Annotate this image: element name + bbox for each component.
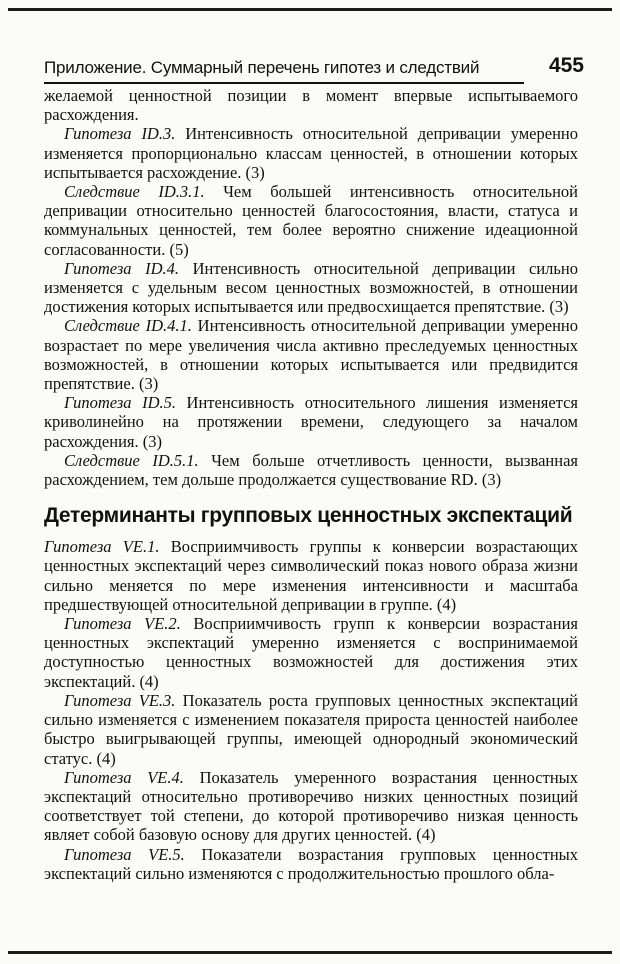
hypothesis-id5 <box>44 393 578 451</box>
corollary-id3-1 <box>44 182 578 259</box>
hypothesis-label: Гипотеза VE.5. <box>64 844 185 864</box>
hypothesis-label: Гипотеза VE.3. <box>64 690 176 710</box>
hypothesis-label: Гипотеза VE.2. <box>64 614 181 634</box>
hypothesis-text: Интенсивность относительной депривации сильно изменяется с удельным весом ценностных возможностей, в отношении достижения которых испытывается или предвосхищается препятствие. (3) <box>44 258 578 317</box>
hypothesis-text: Показатели возрастания групповых ценностных экспектаций сильно изменяются с продолжительностью прошлого обла- <box>44 844 578 883</box>
section-heading: Детерминанты групповых ценностных экспектаций <box>44 504 573 528</box>
corollary-label: Следствие ID.4.1. <box>64 316 192 336</box>
top-border-rule <box>8 8 612 11</box>
hypothesis-text: Интенсивность относительной депривации умеренно изменяется пропорционально классам ценностей, в отношении которых испытывается расхождение. (3) <box>44 124 578 182</box>
hypothesis-label: Гипотеза ID.5. <box>64 393 176 413</box>
paragraph-continuation <box>44 86 578 124</box>
corollary-text: Интенсивность относительной депривации умеренно возрастает по мере увеличения числа активно преследуемых ценностных возможностей, в отношении которых испытывается или предвидится препятствие. (3) <box>44 316 578 394</box>
corollary-label: Следствие ID.5.1. <box>64 450 199 470</box>
paragraph-text: желаемой ценностной позиции в момент впервые испытываемого расхождения. <box>44 86 578 125</box>
hypothesis-ve1 <box>44 537 578 614</box>
page-body <box>44 86 578 883</box>
page-number: 455 <box>548 54 584 77</box>
corollary-text: Чем больше отчетливость ценности, вызванная расхождением, тем дольше продолжается существование RD. (3) <box>44 450 578 490</box>
hypothesis-label: Гипотеза ID.3. <box>64 124 176 144</box>
running-title: Приложение. Суммарный перечень гипотез и следствий <box>44 58 524 84</box>
hypothesis-text: Показатель умеренного возрастания ценностных экспектаций относительно противоречиво низких ценностных позиций соответствует той степени, до которой противоречиво низкая ценность являет собой базовую основу для других ценностей. (4) <box>44 767 578 845</box>
hypothesis-label: Гипотеза ID.4. <box>64 258 180 278</box>
bottom-border-rule <box>8 951 612 954</box>
corollary-id5-1 <box>44 451 578 489</box>
corollary-label: Следствие ID.3.1. <box>64 182 205 202</box>
hypothesis-id4 <box>44 259 578 317</box>
hypothesis-text: Восприимчивость групп к конверсии возрастания ценностных экспектаций умеренно изменяется с воспринимаемой доступностью ценностных возможностей для достижения этих экспектаций. (4) <box>44 614 578 691</box>
hypothesis-id3 <box>44 124 578 182</box>
hypothesis-text: Интенсивность относительного лишения изменяется криволинейно на протяжении времени, следующего за началом расхождения. (3) <box>44 393 578 451</box>
hypothesis-ve2 <box>44 614 578 691</box>
hypothesis-label: Гипотеза VE.4. <box>64 767 184 787</box>
page-header <box>44 54 584 84</box>
corollary-text: Чем большей интенсивность относительной депривации относительно ценностей благосостояния, власти, статуса и коммунальных ценностей, тем более вероятно снижение идеационной согласованности. (5) <box>44 182 578 259</box>
hypothesis-ve5 <box>44 845 578 883</box>
hypothesis-ve3 <box>44 691 578 768</box>
corollary-id4-1 <box>44 316 578 393</box>
hypothesis-label: Гипотеза VE.1. <box>44 537 160 557</box>
hypothesis-ve4 <box>44 768 578 845</box>
hypothesis-text: Восприимчивость группы к конверсии возрастающих ценностных экспектаций через символический показ нового образа жизни сильно меняется по мере изменения интенсивности и масштаба предшествующей относительной депривации в группе. (4) <box>44 537 578 614</box>
hypothesis-text: Показатель роста групповых ценностных экспектаций сильно изменяется с изменением показателя прироста ценностей наиболее быстро выигрывающей группы, имеющей однородный экономический статус. (4) <box>44 690 578 768</box>
